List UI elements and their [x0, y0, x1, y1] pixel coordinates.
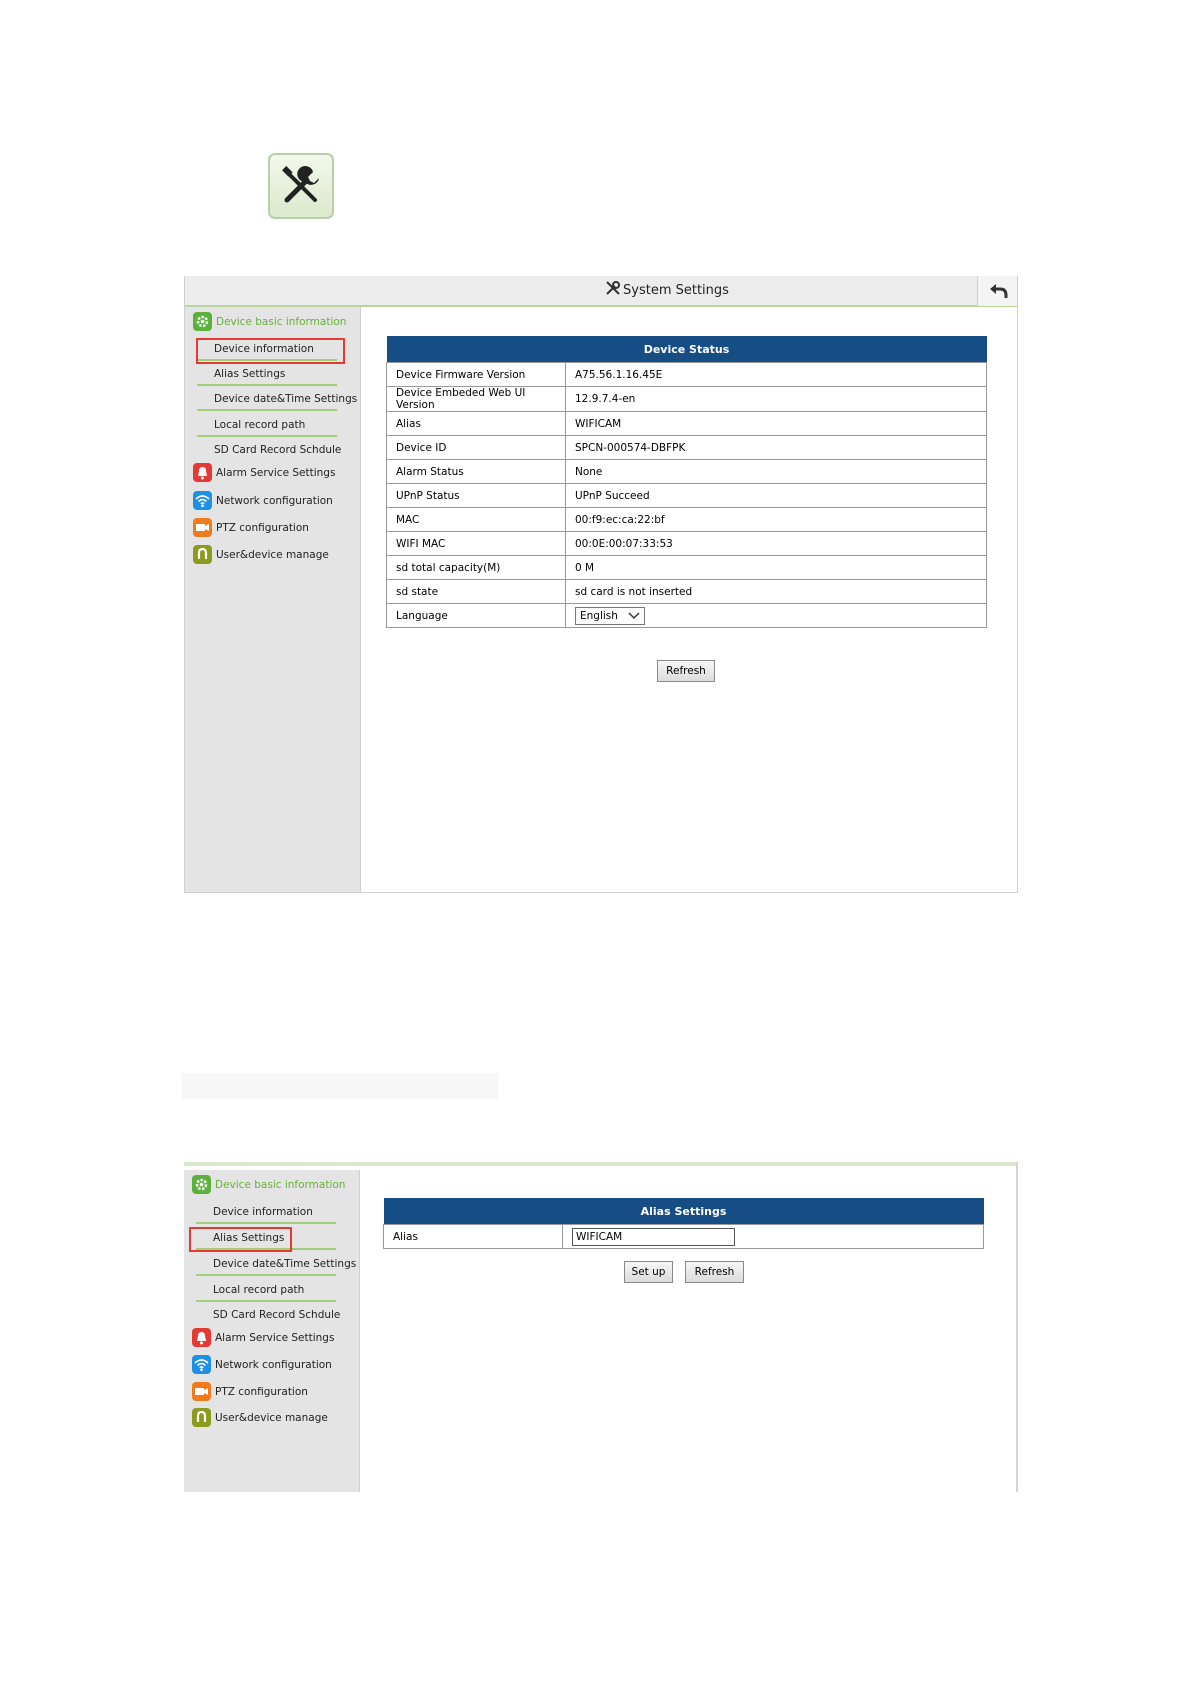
highlight-box [189, 1227, 292, 1252]
sidebar-item-sd-card-record-schedule[interactable]: SD Card Record Schdule [214, 444, 342, 456]
table-row [387, 556, 987, 580]
row-label: Device Firmware Version [387, 363, 566, 387]
table-row [387, 460, 987, 484]
table-row [387, 363, 987, 387]
refresh-button[interactable]: Refresh [657, 660, 715, 682]
blank-strip [182, 1073, 498, 1099]
table-row [387, 412, 987, 436]
table-row-alias [384, 1225, 984, 1249]
row-value: 12.9.7.4-en [566, 387, 987, 412]
sidebar-item-sd-card-record-schedule[interactable]: SD Card Record Schdule [213, 1309, 341, 1321]
tools-icon [268, 153, 334, 219]
sidebar-item-device-information[interactable]: Device information [196, 1200, 336, 1224]
system-settings-panel [184, 276, 1018, 893]
page-title: System Settings [605, 280, 729, 298]
back-arrow-icon [988, 282, 1008, 300]
row-value [566, 604, 987, 628]
sidebar-category-user-device[interactable]: User&device manage [192, 1407, 328, 1429]
alias-input[interactable]: WIFICAM [572, 1228, 735, 1246]
row-value: 00:0E:00:07:33:53 [566, 532, 987, 556]
device-status-table [386, 336, 987, 628]
sidebar-category-user-device[interactable]: User&device manage [193, 544, 329, 566]
user-icon [192, 1408, 211, 1427]
sidebar-item-local-record-path[interactable]: Local record path [196, 1278, 336, 1302]
table-row [387, 508, 987, 532]
row-label: Device Embeded Web UI Version [387, 387, 566, 412]
row-value: WIFICAM [566, 412, 987, 436]
gear-icon [192, 1175, 211, 1194]
sidebar-item-alias-settings[interactable]: Alias Settings [197, 362, 337, 386]
language-select[interactable]: English [575, 607, 645, 625]
table-row [387, 387, 987, 412]
table-title: Alias Settings [384, 1198, 984, 1225]
alias-settings-table [383, 1198, 984, 1249]
row-label: sd total capacity(M) [387, 556, 566, 580]
row-label: WIFI MAC [387, 532, 566, 556]
camera-icon [193, 518, 212, 537]
sidebar-item-date-time-settings[interactable]: Device date&Time Settings [196, 1252, 336, 1276]
row-label: MAC [387, 508, 566, 532]
wifi-icon [193, 491, 212, 510]
bell-icon [192, 1328, 211, 1347]
row-label: Alias [384, 1225, 563, 1249]
sidebar [185, 307, 361, 892]
row-value: A75.56.1.16.45E [566, 363, 987, 387]
table-row [387, 532, 987, 556]
wifi-icon [192, 1355, 211, 1374]
table-row-language [387, 604, 987, 628]
sidebar-item-local-record-path[interactable]: Local record path [197, 413, 337, 437]
sidebar-item-device-information[interactable]: Device information [197, 337, 337, 361]
sidebar-category-device-basic-information[interactable]: Device basic information [192, 1174, 345, 1196]
back-button[interactable] [977, 276, 1017, 306]
user-icon [193, 545, 212, 564]
sidebar-item-alias-settings[interactable]: Alias Settings [196, 1226, 336, 1250]
row-value: sd card is not inserted [566, 580, 987, 604]
refresh-button[interactable]: Refresh [685, 1261, 744, 1283]
set-up-button[interactable]: Set up [624, 1261, 673, 1283]
sidebar-category-alarm-service[interactable]: Alarm Service Settings [193, 462, 335, 484]
row-label: sd state [387, 580, 566, 604]
highlight-box [196, 338, 345, 364]
sidebar-category-network[interactable]: Network configuration [193, 490, 333, 512]
row-value: None [566, 460, 987, 484]
row-value [563, 1225, 984, 1249]
alias-settings-panel [184, 1162, 1018, 1492]
row-label: Device ID [387, 436, 566, 460]
table-row [387, 580, 987, 604]
chevron-down-icon [628, 609, 640, 621]
row-value: SPCN-000574-DBFPK [566, 436, 987, 460]
gear-icon [193, 312, 212, 331]
sidebar-item-date-time-settings[interactable]: Device date&Time Settings [197, 387, 337, 411]
row-value: 0 M [566, 556, 987, 580]
row-label: Alias [387, 412, 566, 436]
sidebar-category-ptz[interactable]: PTZ configuration [193, 517, 309, 539]
settings-tools-icon [605, 280, 621, 296]
camera-icon [192, 1382, 211, 1401]
row-value: 00:f9:ec:ca:22:bf [566, 508, 987, 532]
title-bar [185, 276, 1017, 307]
table-row [387, 436, 987, 460]
sidebar-category-device-basic-information[interactable]: Device basic information [193, 311, 346, 333]
table-row [387, 484, 987, 508]
table-title: Device Status [387, 336, 987, 363]
row-label: UPnP Status [387, 484, 566, 508]
row-label: Language [387, 604, 566, 628]
row-label: Alarm Status [387, 460, 566, 484]
sidebar-category-alarm-service[interactable]: Alarm Service Settings [192, 1327, 334, 1349]
sidebar-category-ptz[interactable]: PTZ configuration [192, 1381, 308, 1403]
sidebar-category-network[interactable]: Network configuration [192, 1354, 332, 1376]
row-value: UPnP Succeed [566, 484, 987, 508]
sidebar [184, 1170, 360, 1492]
top-border [184, 1162, 1016, 1166]
bell-icon [193, 463, 212, 482]
